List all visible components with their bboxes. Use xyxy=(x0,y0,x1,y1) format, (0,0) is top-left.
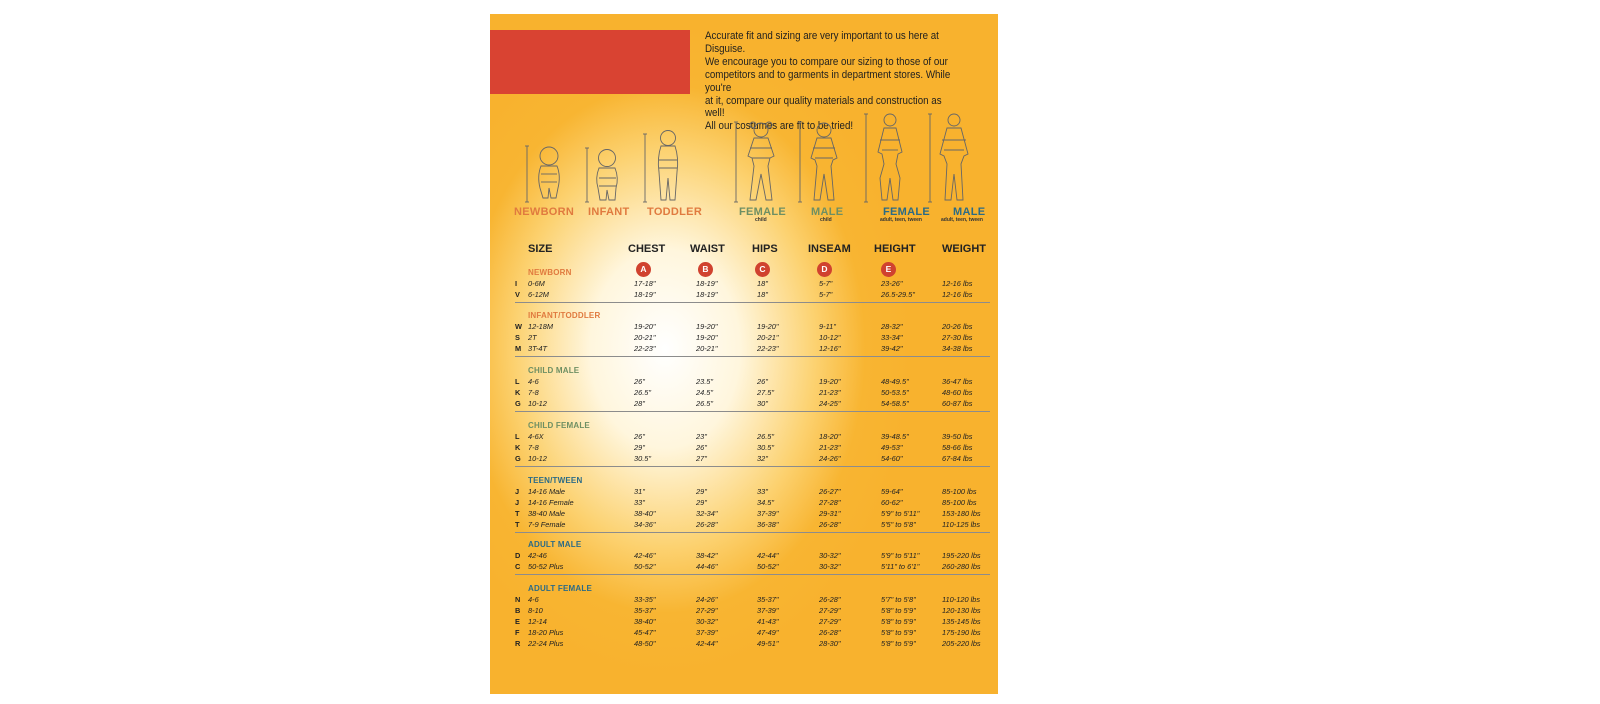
cell-size: 10-12 xyxy=(528,399,547,408)
cell-chest: 42-46" xyxy=(634,551,656,560)
cell-size: 4-6 xyxy=(528,595,539,604)
cell-chest: 50-52" xyxy=(634,562,656,571)
group-title: CHILD FEMALE xyxy=(528,421,590,430)
cell-height: 59-64" xyxy=(881,487,903,496)
cell-size: 4-6 xyxy=(528,377,539,386)
cell-weight: 36-47 lbs xyxy=(942,377,973,386)
male-child-figure-icon xyxy=(796,108,846,204)
group-title: ADULT MALE xyxy=(528,540,582,549)
cell-hips: 47-49" xyxy=(757,628,779,637)
group-title: ADULT FEMALE xyxy=(528,584,593,593)
cell-waist: 18-19" xyxy=(696,290,718,299)
group-divider xyxy=(515,532,990,533)
newborn-figure-icon xyxy=(523,108,567,204)
group-divider xyxy=(515,356,990,357)
cell-hips: 30" xyxy=(757,399,768,408)
cell-inseam: 27-28" xyxy=(819,498,841,507)
cell-waist: 32-34" xyxy=(696,509,718,518)
cell-weight: 48-60 lbs xyxy=(942,388,973,397)
cell-waist: 24.5" xyxy=(696,388,714,397)
category-label-female-child: FEMALE xyxy=(739,206,787,218)
cell-chest: 48-50" xyxy=(634,639,656,648)
cell-height: 48-49.5" xyxy=(881,377,909,386)
cell-hips: 36-38" xyxy=(757,520,779,529)
cell-inseam: 26-28" xyxy=(819,520,841,529)
group-title: TEEN/TWEEN xyxy=(528,476,583,485)
toddler-figure-icon xyxy=(641,108,685,204)
cell-hips: 37-39" xyxy=(757,606,779,615)
cell-chest: 17-18" xyxy=(634,279,656,288)
cell-hips: 26" xyxy=(757,377,768,386)
cell-waist: 42-44" xyxy=(696,639,718,648)
intro-text: Accurate fit and sizing are very important to us here at Disguise. We encourage you to compare our sizing to those of our competitors and to garments in department stores. While you're at it, compare our quality materials and construction as well! All our costumes are fit to be tried! xyxy=(705,30,951,133)
cell-height: 26.5-29.5" xyxy=(881,290,915,299)
cell-chest: 30.5" xyxy=(634,454,652,463)
cell-hips: 35-37" xyxy=(757,595,779,604)
cell-chest: 20-21" xyxy=(634,333,656,342)
size-chart-sheet xyxy=(490,14,998,694)
cell-chest: 45-47" xyxy=(634,628,656,637)
cell-inseam: 10-12" xyxy=(819,333,841,342)
category-sub-male-child: child xyxy=(820,217,832,223)
cell-hips: 20-21" xyxy=(757,333,779,342)
cell-chest: 38-40" xyxy=(634,617,656,626)
cell-weight: 260-280 lbs xyxy=(942,562,981,571)
badge-hips: C xyxy=(755,262,770,277)
group-title: CHILD MALE xyxy=(528,366,580,375)
table-row xyxy=(490,333,998,344)
cell-waist: 37-39" xyxy=(696,628,718,637)
cell-code: I xyxy=(515,279,518,288)
cell-code: V xyxy=(515,290,520,299)
header-waist: WAIST xyxy=(690,243,725,255)
cell-height: 39-48.5" xyxy=(881,432,909,441)
category-sub-female-adult: adult, teen, tween xyxy=(880,217,922,223)
cell-size: 12-18M xyxy=(528,322,554,331)
cell-size: 22-24 Plus xyxy=(528,639,564,648)
cell-hips: 30.5" xyxy=(757,443,775,452)
cell-code: E xyxy=(515,617,520,626)
cell-size: 10-12 xyxy=(528,454,547,463)
cell-chest: 29" xyxy=(634,443,645,452)
cell-weight: 27-30 lbs xyxy=(942,333,973,342)
table-row xyxy=(490,498,998,509)
cell-height: 5'8" to 5'9" xyxy=(881,606,916,615)
cell-size: 7-8 xyxy=(528,443,539,452)
cell-height: 5'9" to 5'11" xyxy=(881,551,920,560)
category-label-male-child: MALE xyxy=(811,206,844,218)
table-row xyxy=(490,454,998,465)
cell-weight: 12-16 lbs xyxy=(942,279,973,288)
badge-height: E xyxy=(881,262,896,277)
cell-weight: 58-66 lbs xyxy=(942,443,973,452)
table-row xyxy=(490,606,998,617)
table-row xyxy=(490,551,998,562)
cell-code: D xyxy=(515,551,521,560)
cell-height: 5'5" to 5'8" xyxy=(881,520,916,529)
cell-waist: 24-26" xyxy=(696,595,718,604)
cell-height: 54-60" xyxy=(881,454,903,463)
cell-chest: 26.5" xyxy=(634,388,652,397)
cell-code: G xyxy=(515,399,521,408)
female-adult-figure-icon xyxy=(862,108,914,204)
cell-chest: 34-36" xyxy=(634,520,656,529)
cell-weight: 20-26 lbs xyxy=(942,322,973,331)
cell-height: 39-42" xyxy=(881,344,903,353)
cell-weight: 67-84 lbs xyxy=(942,454,973,463)
female-child-figure-icon xyxy=(732,108,782,204)
cell-height: 49-53" xyxy=(881,443,903,452)
badge-inseam: D xyxy=(817,262,832,277)
category-sub-male-adult: adult, teen, tween xyxy=(941,217,983,223)
cell-inseam: 5-7" xyxy=(819,279,833,288)
category-label-toddler: TODDLER xyxy=(647,206,703,218)
cell-waist: 26" xyxy=(696,443,707,452)
cell-size: 2T xyxy=(528,333,537,342)
table-row xyxy=(490,595,998,606)
table-row xyxy=(490,639,998,650)
cell-size: 18-20 Plus xyxy=(528,628,564,637)
cell-code: C xyxy=(515,562,521,571)
cell-waist: 23.5" xyxy=(696,377,714,386)
cell-weight: 120-130 lbs xyxy=(942,606,981,615)
cell-code: T xyxy=(515,509,520,518)
cell-weight: 85-100 lbs xyxy=(942,487,977,496)
cell-weight: 205-220 lbs xyxy=(942,639,981,648)
category-label-newborn: NEWBORN xyxy=(514,206,575,218)
table-row xyxy=(490,562,998,573)
cell-code: J xyxy=(515,498,520,507)
cell-height: 28-32" xyxy=(881,322,903,331)
cell-hips: 27.5" xyxy=(757,388,775,397)
cell-inseam: 5-7" xyxy=(819,290,833,299)
cell-size: 0-6M xyxy=(528,279,545,288)
cell-waist: 26-28" xyxy=(696,520,718,529)
header-inseam: INSEAM xyxy=(808,243,851,255)
cell-size: 4-6X xyxy=(528,432,544,441)
cell-size: 42-46 xyxy=(528,551,547,560)
cell-height: 5'9" to 5'11" xyxy=(881,509,920,518)
cell-hips: 41-43" xyxy=(757,617,779,626)
cell-inseam: 26-27" xyxy=(819,487,841,496)
cell-hips: 26.5" xyxy=(757,432,775,441)
cell-weight: 12-16 lbs xyxy=(942,290,973,299)
cell-inseam: 24-25" xyxy=(819,399,841,408)
cell-code: J xyxy=(515,487,520,496)
cell-chest: 22-23" xyxy=(634,344,656,353)
header-weight: WEIGHT xyxy=(942,243,986,255)
table-row xyxy=(490,487,998,498)
cell-size: 14-16 Male xyxy=(528,487,565,496)
category-label-infant: INFANT xyxy=(588,206,630,218)
cell-code: G xyxy=(515,454,521,463)
cell-size: 50-52 Plus xyxy=(528,562,564,571)
cell-weight: 60-87 lbs xyxy=(942,399,973,408)
header-size: SIZE xyxy=(528,243,553,255)
cell-height: 5'7" to 5'8" xyxy=(881,595,916,604)
cell-inseam: 21-23" xyxy=(819,443,841,452)
cell-waist: 26.5" xyxy=(696,399,714,408)
cell-height: 23-26" xyxy=(881,279,903,288)
cell-height: 5'8" to 5'9" xyxy=(881,628,916,637)
cell-hips: 37-39" xyxy=(757,509,779,518)
badge-chest: A xyxy=(636,262,651,277)
cell-hips: 33" xyxy=(757,487,768,496)
cell-height: 33-34" xyxy=(881,333,903,342)
cell-waist: 27-29" xyxy=(696,606,718,615)
cell-chest: 35-37" xyxy=(634,606,656,615)
cell-inseam: 18-20" xyxy=(819,432,841,441)
cell-code: L xyxy=(515,432,520,441)
cell-weight: 110-125 lbs xyxy=(942,520,981,529)
cell-inseam: 21-23" xyxy=(819,388,841,397)
cell-size: 38-40 Male xyxy=(528,509,565,518)
infant-figure-icon xyxy=(583,108,627,204)
cell-height: 50-53.5" xyxy=(881,388,909,397)
cell-hips: 32" xyxy=(757,454,768,463)
cell-waist: 20-21" xyxy=(696,344,718,353)
cell-inseam: 19-20" xyxy=(819,377,841,386)
cell-weight: 34-38 lbs xyxy=(942,344,973,353)
badge-waist: B xyxy=(698,262,713,277)
cell-chest: 18-19" xyxy=(634,290,656,299)
cell-inseam: 12-16" xyxy=(819,344,841,353)
cell-inseam: 24-26" xyxy=(819,454,841,463)
cell-code: K xyxy=(515,443,521,452)
cell-hips: 18" xyxy=(757,279,768,288)
cell-code: M xyxy=(515,344,522,353)
table-row xyxy=(490,432,998,443)
table-row xyxy=(490,279,998,290)
header-chest: CHEST xyxy=(628,243,666,255)
cell-chest: 26" xyxy=(634,377,645,386)
table-row xyxy=(490,520,998,531)
cell-height: 5'8" to 5'9" xyxy=(881,617,916,626)
cell-weight: 195-220 lbs xyxy=(942,551,981,560)
cell-hips: 42-44" xyxy=(757,551,779,560)
table-row xyxy=(490,290,998,301)
cell-chest: 33-35" xyxy=(634,595,656,604)
cell-code: B xyxy=(515,606,521,615)
cell-height: 5'11" to 6'1" xyxy=(881,562,920,571)
cell-hips: 18" xyxy=(757,290,768,299)
category-label-female-adult: FEMALE xyxy=(883,206,931,218)
cell-chest: 19-20" xyxy=(634,322,656,331)
cell-waist: 19-20" xyxy=(696,322,718,331)
group-divider xyxy=(515,302,990,303)
category-sub-female-child: child xyxy=(755,217,767,223)
cell-inseam: 27-29" xyxy=(819,606,841,615)
cell-code: S xyxy=(515,333,520,342)
cell-inseam: 30-32" xyxy=(819,562,841,571)
group-divider xyxy=(515,466,990,467)
cell-size: 8-10 xyxy=(528,606,543,615)
cell-waist: 29" xyxy=(696,498,707,507)
cell-code: W xyxy=(515,322,522,331)
cell-code: T xyxy=(515,520,520,529)
cell-hips: 34.5" xyxy=(757,498,775,507)
group-divider xyxy=(515,411,990,412)
cell-inseam: 9-11" xyxy=(819,322,836,331)
cell-chest: 38-40" xyxy=(634,509,656,518)
cell-weight: 85-100 lbs xyxy=(942,498,977,507)
group-title: NEWBORN xyxy=(528,268,572,277)
header-hips: HIPS xyxy=(752,243,778,255)
cell-size: 6-12M xyxy=(528,290,549,299)
cell-size: 7-8 xyxy=(528,388,539,397)
table-row xyxy=(490,509,998,520)
cell-chest: 31" xyxy=(634,487,645,496)
table-row xyxy=(490,377,998,388)
header-height: HEIGHT xyxy=(874,243,916,255)
cell-weight: 39-50 lbs xyxy=(942,432,973,441)
cell-inseam: 26-28" xyxy=(819,595,841,604)
cell-hips: 49-51" xyxy=(757,639,779,648)
table-row xyxy=(490,388,998,399)
cell-hips: 50-52" xyxy=(757,562,779,571)
cell-weight: 175-190 lbs xyxy=(942,628,981,637)
cell-size: 3T-4T xyxy=(528,344,548,353)
cell-inseam: 27-29" xyxy=(819,617,841,626)
cell-waist: 44-46" xyxy=(696,562,718,571)
cell-waist: 29" xyxy=(696,487,707,496)
table-row xyxy=(490,344,998,355)
cell-code: L xyxy=(515,377,520,386)
table-row xyxy=(490,617,998,628)
cell-height: 54-58.5" xyxy=(881,399,909,408)
cell-hips: 19-20" xyxy=(757,322,779,331)
cell-inseam: 30-32" xyxy=(819,551,841,560)
cell-waist: 19-20" xyxy=(696,333,718,342)
table-row xyxy=(490,399,998,410)
cell-weight: 110-120 lbs xyxy=(942,595,981,604)
cell-waist: 27" xyxy=(696,454,707,463)
cell-chest: 33" xyxy=(634,498,645,507)
cell-waist: 30-32" xyxy=(696,617,718,626)
cell-size: 12-14 xyxy=(528,617,547,626)
cell-size: 7-9 Female xyxy=(528,520,566,529)
group-divider xyxy=(515,574,990,575)
table-row xyxy=(490,443,998,454)
cell-weight: 153-180 lbs xyxy=(942,509,981,518)
cell-chest: 26" xyxy=(634,432,645,441)
category-label-male-adult: MALE xyxy=(953,206,986,218)
cell-hips: 22-23" xyxy=(757,344,779,353)
cell-code: N xyxy=(515,595,521,604)
male-adult-figure-icon xyxy=(926,108,978,204)
group-title: INFANT/TODDLER xyxy=(528,311,601,320)
cell-waist: 18-19" xyxy=(696,279,718,288)
cell-code: R xyxy=(515,639,521,648)
cell-inseam: 26-28" xyxy=(819,628,841,637)
cell-size: 14-16 Female xyxy=(528,498,574,507)
table-row xyxy=(490,322,998,333)
cell-code: K xyxy=(515,388,521,397)
table-row xyxy=(490,628,998,639)
cell-code: F xyxy=(515,628,520,637)
cell-chest: 28" xyxy=(634,399,645,408)
cell-height: 5'8" to 5'9" xyxy=(881,639,916,648)
cell-inseam: 28-30" xyxy=(819,639,841,648)
cell-height: 60-62" xyxy=(881,498,903,507)
cell-inseam: 29-31" xyxy=(819,509,841,518)
red-header-block xyxy=(490,30,690,94)
cell-waist: 38-42" xyxy=(696,551,718,560)
cell-weight: 135-145 lbs xyxy=(942,617,981,626)
cell-waist: 23" xyxy=(696,432,707,441)
